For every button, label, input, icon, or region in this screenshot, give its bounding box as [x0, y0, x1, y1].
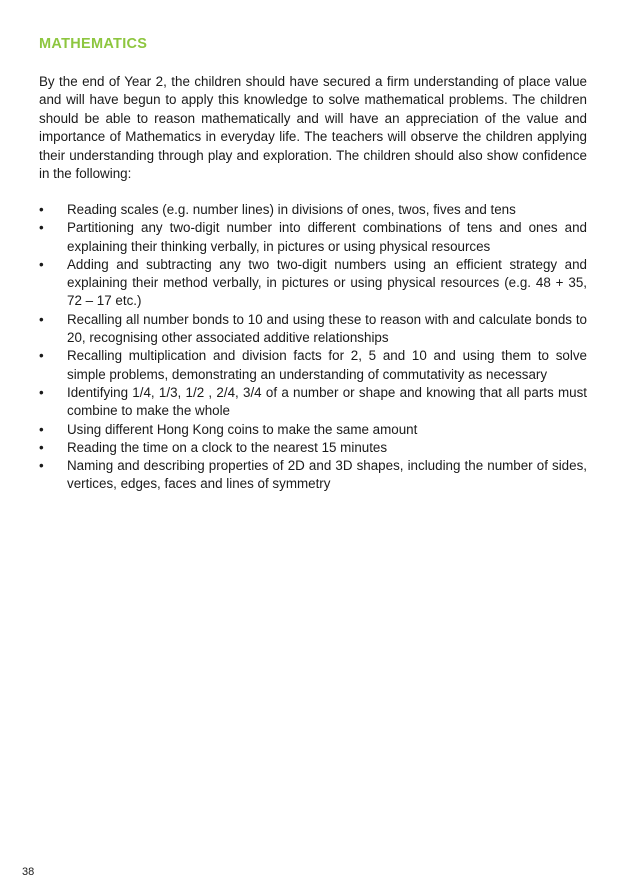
list-item [39, 347, 587, 384]
bullet-icon: • [39, 458, 44, 474]
list-item [39, 439, 587, 457]
objectives-list [39, 201, 587, 494]
bullet-icon: • [39, 220, 44, 236]
list-item [39, 201, 587, 219]
list-item [39, 311, 587, 348]
section-heading: MATHEMATICS [39, 36, 148, 52]
list-item-text: Identifying 1/4, 1/3, 1/2 , 2/4, 3/4 of a number or shape and knowing that all parts must combine to make the whole [67, 384, 587, 419]
bullet-icon: • [39, 202, 44, 217]
list-item-text: Adding and subtracting any two two-digit numbers using an efficient strategy and explaining their method verbally, in pictures or using physical resources (e.g. 48 + 35, 72 – 17 etc.) [67, 256, 587, 309]
bullet-icon: • [39, 256, 44, 272]
list-item-text: Recalling multiplication and division facts for 2, 5 and 10 and using them to solve simple problems, demonstrating an understanding of commutativity as necessary [67, 348, 587, 382]
bullet-icon: • [39, 348, 44, 364]
intro-paragraph: By the end of Year 2, the children should have secured a firm understanding of place value and will have begun to apply this knowledge to solve mathematical problems. The children should be able to reason mathematically and will have an appreciation of the value and importance of Mathematics in everyday life. The teachers will observe the children applying their understanding through play and exploration. The children should also show confidence in the following: [39, 74, 587, 182]
list-item-text: Reading scales (e.g. number lines) in divisions of ones, twos, fives and tens [67, 202, 516, 217]
list-item [39, 421, 587, 439]
bullet-icon: • [39, 384, 44, 400]
bullet-icon: • [39, 311, 44, 327]
list-item [39, 256, 587, 311]
list-item-text: Partitioning any two-digit number into different combinations of tens and ones and explaining their thinking verbally, in pictures or using physical resources [67, 220, 587, 254]
list-item [39, 219, 587, 256]
bullet-icon: • [39, 439, 44, 455]
list-item-text: Naming and describing properties of 2D and 3D shapes, including the number of sides, vertices, edges, faces and lines of symmetry [67, 458, 587, 492]
list-item [39, 457, 587, 494]
list-item-text: Recalling all number bonds to 10 and using these to reason with and calculate bonds to 20, recognising other associated additive relationships [67, 311, 587, 346]
list-item-text: Using different Hong Kong coins to make the same amount [67, 421, 418, 437]
page-number: 38 [22, 866, 35, 878]
list-item [39, 384, 587, 421]
list-item-text: Reading the time on a clock to the nearest 15 minutes [67, 439, 388, 455]
bullet-icon: • [39, 421, 44, 437]
